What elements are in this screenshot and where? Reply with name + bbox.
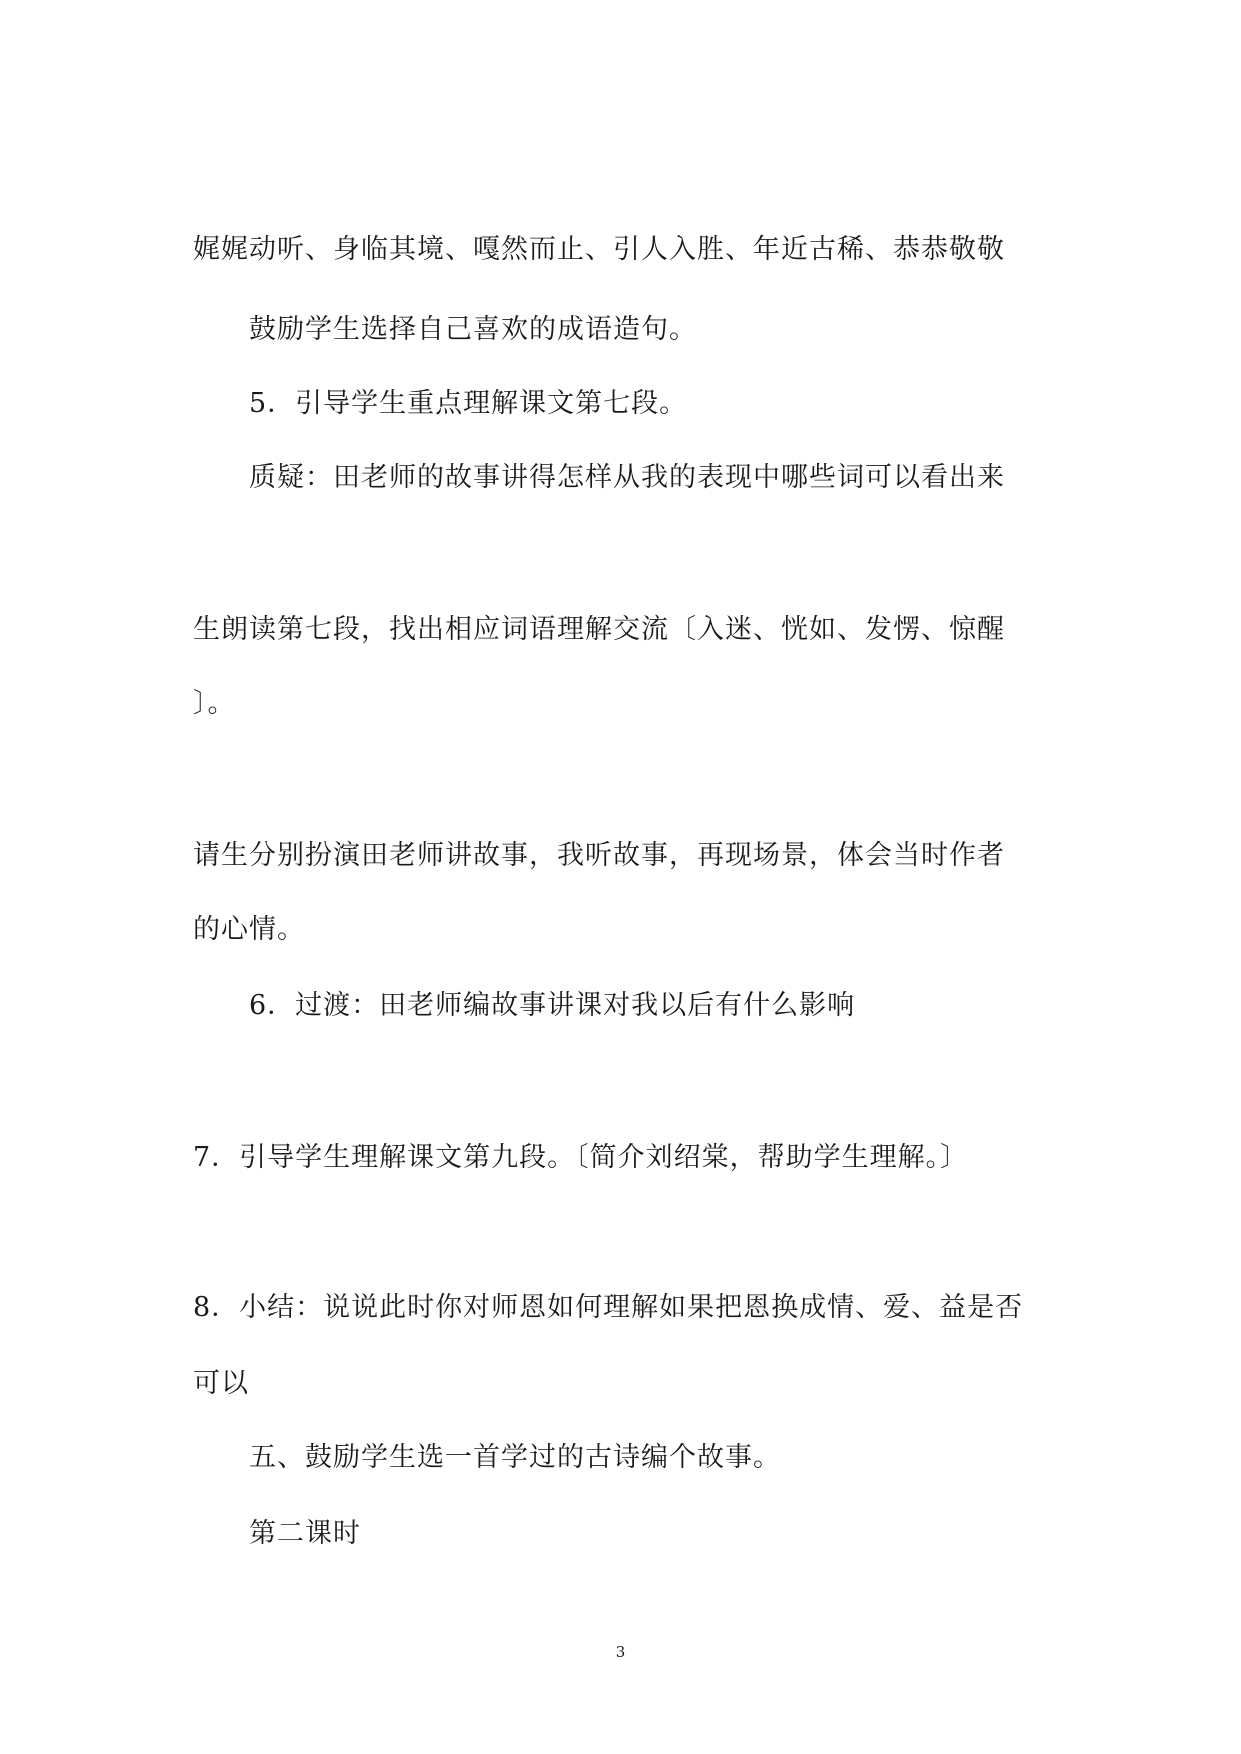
text-line: 质疑：田老师的故事讲得怎样从我的表现中哪些词可以看出来 (249, 462, 1005, 493)
text-line: 8．小结：说说此时你对师恩如何理解如果把恩换成情、爱、益是否 (193, 1292, 1024, 1323)
text-line: 五、鼓励学生选一首学过的古诗编个故事。 (249, 1442, 781, 1473)
text-line: 生朗读第七段，找出相应词语理解交流〔入迷、恍如、发愣、惊醒 (193, 614, 1005, 645)
text-line: 6．过渡：田老师编故事讲课对我以后有什么影响 (249, 990, 856, 1021)
text-line: 5．引导学生重点理解课文第七段。 (249, 388, 688, 419)
text-line: 〕。 (193, 688, 236, 719)
text-line: 第二课时 (249, 1518, 361, 1549)
text-line: 鼓励学生选择自己喜欢的成语造句。 (249, 314, 697, 345)
text-line: 可以 (193, 1368, 249, 1399)
text-line: 请生分别扮演田老师讲故事，我听故事，再现场景，体会当时作者 (193, 840, 1005, 871)
text-line: 的心情。 (193, 914, 305, 945)
text-line: 娓娓动听、身临其境、嘎然而止、引人入胜、年近古稀、恭恭敬敬 (193, 234, 1005, 265)
text-line: 7．引导学生理解课文第九段。〔简介刘绍棠，帮助学生理解。〕 (193, 1142, 969, 1173)
page-number: 3 (615, 1643, 626, 1661)
